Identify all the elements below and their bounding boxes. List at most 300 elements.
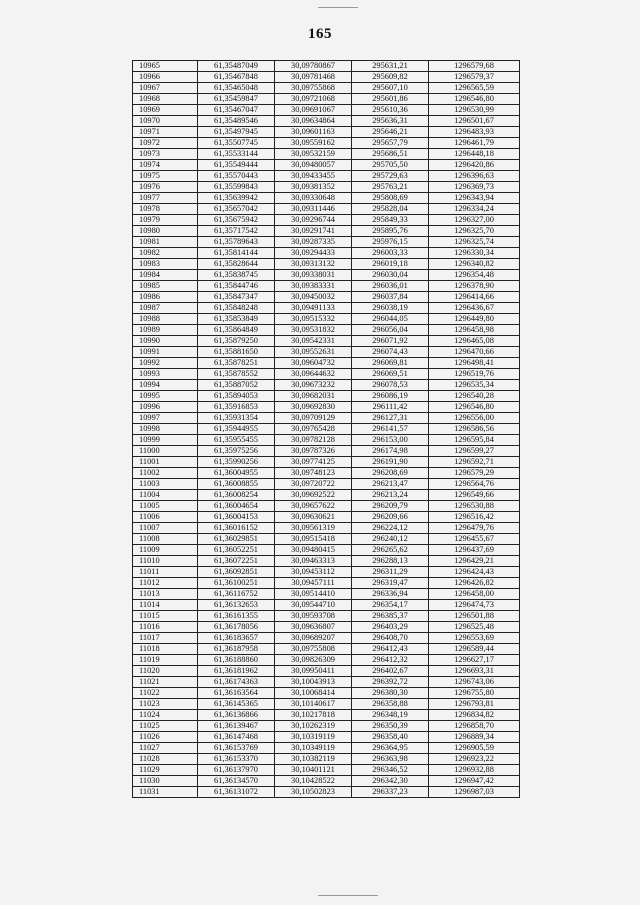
longitude-cell: 30,09765428 — [275, 424, 352, 435]
y-coordinate-cell: 1296579,29 — [429, 468, 520, 479]
x-coordinate-cell: 295808,69 — [352, 193, 429, 204]
point-number-cell: 10973 — [133, 149, 198, 160]
table-row — [133, 787, 520, 798]
longitude-cell: 30,09532159 — [275, 149, 352, 160]
table-row — [133, 556, 520, 567]
x-coordinate-cell: 296412,43 — [352, 644, 429, 655]
y-coordinate-cell: 1296455,67 — [429, 534, 520, 545]
table-row — [133, 567, 520, 578]
longitude-cell: 30,10428522 — [275, 776, 352, 787]
point-number-cell: 10987 — [133, 303, 198, 314]
x-coordinate-cell: 296265,62 — [352, 545, 429, 556]
table-row — [133, 105, 520, 116]
y-coordinate-cell: 1296589,44 — [429, 644, 520, 655]
longitude-cell: 30,09287335 — [275, 237, 352, 248]
x-coordinate-cell: 296078,53 — [352, 380, 429, 391]
longitude-cell: 30,09291741 — [275, 226, 352, 237]
longitude-cell: 30,09453112 — [275, 567, 352, 578]
table-row — [133, 710, 520, 721]
longitude-cell: 30,09601163 — [275, 127, 352, 138]
x-coordinate-cell: 296342,30 — [352, 776, 429, 787]
table-row — [133, 644, 520, 655]
longitude-cell: 30,09515418 — [275, 534, 352, 545]
latitude-cell: 61,36132653 — [198, 600, 275, 611]
x-coordinate-cell: 296408,70 — [352, 633, 429, 644]
point-number-cell: 10999 — [133, 435, 198, 446]
point-number-cell: 10976 — [133, 182, 198, 193]
x-coordinate-cell: 295657,79 — [352, 138, 429, 149]
y-coordinate-cell: 1296530,88 — [429, 501, 520, 512]
latitude-cell: 61,35639942 — [198, 193, 275, 204]
latitude-cell: 61,36052251 — [198, 545, 275, 556]
longitude-cell: 30,09644632 — [275, 369, 352, 380]
latitude-cell: 61,35467848 — [198, 72, 275, 83]
y-coordinate-cell: 1296595,84 — [429, 435, 520, 446]
longitude-cell: 30,09383331 — [275, 281, 352, 292]
y-coordinate-cell: 1296325,74 — [429, 237, 520, 248]
latitude-cell: 61,35916853 — [198, 402, 275, 413]
longitude-cell: 30,09593708 — [275, 611, 352, 622]
y-coordinate-cell: 1296458,98 — [429, 325, 520, 336]
longitude-cell: 30,09720722 — [275, 479, 352, 490]
y-coordinate-cell: 1296556,00 — [429, 413, 520, 424]
table-row — [133, 369, 520, 380]
table-row — [133, 149, 520, 160]
latitude-cell: 61,36145365 — [198, 699, 275, 710]
latitude-cell: 61,35465048 — [198, 83, 275, 94]
y-coordinate-cell: 1296483,93 — [429, 127, 520, 138]
x-coordinate-cell: 296346,52 — [352, 765, 429, 776]
point-number-cell: 10974 — [133, 160, 198, 171]
longitude-cell: 30,09480415 — [275, 545, 352, 556]
longitude-cell: 30,09561319 — [275, 523, 352, 534]
latitude-cell: 61,36178056 — [198, 622, 275, 633]
longitude-cell: 30,09604732 — [275, 358, 352, 369]
latitude-cell: 61,35507745 — [198, 138, 275, 149]
x-coordinate-cell: 295849,33 — [352, 215, 429, 226]
latitude-cell: 61,35944955 — [198, 424, 275, 435]
table-row — [133, 380, 520, 391]
longitude-cell: 30,09673232 — [275, 380, 352, 391]
longitude-cell: 30,10140617 — [275, 699, 352, 710]
x-coordinate-cell: 295646,21 — [352, 127, 429, 138]
x-coordinate-cell: 296380,30 — [352, 688, 429, 699]
latitude-cell: 61,36008855 — [198, 479, 275, 490]
x-coordinate-cell: 296127,31 — [352, 413, 429, 424]
table-row — [133, 776, 520, 787]
longitude-cell: 30,09515332 — [275, 314, 352, 325]
longitude-cell: 30,09634864 — [275, 116, 352, 127]
table-row — [133, 171, 520, 182]
x-coordinate-cell: 296319,47 — [352, 578, 429, 589]
latitude-cell: 61,36147468 — [198, 732, 275, 743]
x-coordinate-cell: 296336,94 — [352, 589, 429, 600]
x-coordinate-cell: 296071,92 — [352, 336, 429, 347]
longitude-cell: 30,09338031 — [275, 270, 352, 281]
longitude-cell: 30,09748123 — [275, 468, 352, 479]
latitude-cell: 61,36100251 — [198, 578, 275, 589]
y-coordinate-cell: 1296586,56 — [429, 424, 520, 435]
latitude-cell: 61,35489546 — [198, 116, 275, 127]
table-row — [133, 336, 520, 347]
longitude-cell: 30,09691067 — [275, 105, 352, 116]
latitude-cell: 61,36161355 — [198, 611, 275, 622]
y-coordinate-cell: 1296470,66 — [429, 347, 520, 358]
table-row — [133, 424, 520, 435]
point-number-cell: 11019 — [133, 655, 198, 666]
latitude-cell: 61,36139467 — [198, 721, 275, 732]
point-number-cell: 11002 — [133, 468, 198, 479]
point-number-cell: 11027 — [133, 743, 198, 754]
x-coordinate-cell: 295729,63 — [352, 171, 429, 182]
point-number-cell: 11031 — [133, 787, 198, 798]
y-coordinate-cell: 1296519,76 — [429, 369, 520, 380]
point-number-cell: 10972 — [133, 138, 198, 149]
table-row — [133, 61, 520, 72]
longitude-cell: 30,09450032 — [275, 292, 352, 303]
latitude-cell: 61,35497945 — [198, 127, 275, 138]
x-coordinate-cell: 295705,50 — [352, 160, 429, 171]
latitude-cell: 61,36188860 — [198, 655, 275, 666]
point-number-cell: 10965 — [133, 61, 198, 72]
point-number-cell: 11008 — [133, 534, 198, 545]
point-number-cell: 11013 — [133, 589, 198, 600]
x-coordinate-cell: 295601,86 — [352, 94, 429, 105]
x-coordinate-cell: 296354,17 — [352, 600, 429, 611]
x-coordinate-cell: 295976,15 — [352, 237, 429, 248]
table-row — [133, 248, 520, 259]
table-row — [133, 204, 520, 215]
x-coordinate-cell: 296069,81 — [352, 358, 429, 369]
y-coordinate-cell: 1296426,82 — [429, 578, 520, 589]
y-coordinate-cell: 1296498,41 — [429, 358, 520, 369]
y-coordinate-cell: 1296449,80 — [429, 314, 520, 325]
table-row — [133, 160, 520, 171]
point-number-cell: 11001 — [133, 457, 198, 468]
y-coordinate-cell: 1296947,42 — [429, 776, 520, 787]
x-coordinate-cell: 296364,95 — [352, 743, 429, 754]
point-number-cell: 11029 — [133, 765, 198, 776]
table-row — [133, 435, 520, 446]
x-coordinate-cell: 296288,13 — [352, 556, 429, 567]
x-coordinate-cell: 296213,47 — [352, 479, 429, 490]
y-coordinate-cell: 1296330,34 — [429, 248, 520, 259]
table-row — [133, 303, 520, 314]
longitude-cell: 30,09787326 — [275, 446, 352, 457]
table-row — [133, 479, 520, 490]
point-number-cell: 11003 — [133, 479, 198, 490]
longitude-cell: 30,09636807 — [275, 622, 352, 633]
x-coordinate-cell: 295631,21 — [352, 61, 429, 72]
y-coordinate-cell: 1296465,08 — [429, 336, 520, 347]
point-number-cell: 11010 — [133, 556, 198, 567]
x-coordinate-cell: 296174,98 — [352, 446, 429, 457]
x-coordinate-cell: 296044,05 — [352, 314, 429, 325]
table-row — [133, 116, 520, 127]
latitude-cell: 61,35894053 — [198, 391, 275, 402]
y-coordinate-cell: 1296334,24 — [429, 204, 520, 215]
point-number-cell: 10992 — [133, 358, 198, 369]
longitude-cell: 30,10262319 — [275, 721, 352, 732]
point-number-cell: 10971 — [133, 127, 198, 138]
x-coordinate-cell: 295607,10 — [352, 83, 429, 94]
longitude-cell: 30,09296744 — [275, 215, 352, 226]
point-number-cell: 11022 — [133, 688, 198, 699]
y-coordinate-cell: 1296327,00 — [429, 215, 520, 226]
x-coordinate-cell: 296311,29 — [352, 567, 429, 578]
y-coordinate-cell: 1296579,68 — [429, 61, 520, 72]
point-number-cell: 10980 — [133, 226, 198, 237]
y-coordinate-cell: 1296369,73 — [429, 182, 520, 193]
table-row — [133, 270, 520, 281]
point-number-cell: 10998 — [133, 424, 198, 435]
x-coordinate-cell: 296348,19 — [352, 710, 429, 721]
latitude-cell: 61,35931354 — [198, 413, 275, 424]
y-coordinate-cell: 1296396,63 — [429, 171, 520, 182]
longitude-cell: 30,10502823 — [275, 787, 352, 798]
latitude-cell: 61,35533144 — [198, 149, 275, 160]
scan-edge-line — [318, 7, 358, 8]
longitude-cell: 30,10401121 — [275, 765, 352, 776]
point-number-cell: 10991 — [133, 347, 198, 358]
point-number-cell: 11025 — [133, 721, 198, 732]
y-coordinate-cell: 1296540,28 — [429, 391, 520, 402]
longitude-cell: 30,10382119 — [275, 754, 352, 765]
y-coordinate-cell: 1296564,76 — [429, 479, 520, 490]
point-number-cell: 10989 — [133, 325, 198, 336]
latitude-cell: 61,35864849 — [198, 325, 275, 336]
point-number-cell: 10966 — [133, 72, 198, 83]
x-coordinate-cell: 296153,00 — [352, 435, 429, 446]
longitude-cell: 30,10349119 — [275, 743, 352, 754]
point-number-cell: 11028 — [133, 754, 198, 765]
y-coordinate-cell: 1296987,03 — [429, 787, 520, 798]
y-coordinate-cell: 1296461,79 — [429, 138, 520, 149]
point-number-cell: 11023 — [133, 699, 198, 710]
longitude-cell: 30,10319119 — [275, 732, 352, 743]
table-row — [133, 292, 520, 303]
y-coordinate-cell: 1296889,34 — [429, 732, 520, 743]
table-row — [133, 501, 520, 512]
x-coordinate-cell: 296350,39 — [352, 721, 429, 732]
y-coordinate-cell: 1296793,81 — [429, 699, 520, 710]
longitude-cell: 30,09692522 — [275, 490, 352, 501]
point-number-cell: 11021 — [133, 677, 198, 688]
latitude-cell: 61,35828644 — [198, 259, 275, 270]
latitude-cell: 61,36016152 — [198, 523, 275, 534]
latitude-cell: 61,36029851 — [198, 534, 275, 545]
point-number-cell: 10981 — [133, 237, 198, 248]
x-coordinate-cell: 295610,36 — [352, 105, 429, 116]
table-row — [133, 622, 520, 633]
latitude-cell: 61,35789643 — [198, 237, 275, 248]
longitude-cell: 30,09480057 — [275, 160, 352, 171]
y-coordinate-cell: 1296429,21 — [429, 556, 520, 567]
longitude-cell: 30,09755868 — [275, 83, 352, 94]
y-coordinate-cell: 1296546,80 — [429, 402, 520, 413]
x-coordinate-cell: 296337,23 — [352, 787, 429, 798]
point-number-cell: 11012 — [133, 578, 198, 589]
longitude-cell: 30,09826309 — [275, 655, 352, 666]
x-coordinate-cell: 296224,12 — [352, 523, 429, 534]
point-number-cell: 10969 — [133, 105, 198, 116]
table-row — [133, 666, 520, 677]
table-row — [133, 347, 520, 358]
y-coordinate-cell: 1296325,70 — [429, 226, 520, 237]
y-coordinate-cell: 1296354,48 — [429, 270, 520, 281]
latitude-cell: 61,35881650 — [198, 347, 275, 358]
longitude-cell: 30,09463313 — [275, 556, 352, 567]
latitude-cell: 61,36072251 — [198, 556, 275, 567]
page-number: 165 — [308, 26, 332, 42]
point-number-cell: 11017 — [133, 633, 198, 644]
point-number-cell: 10997 — [133, 413, 198, 424]
table-row — [133, 754, 520, 765]
longitude-cell: 30,09311446 — [275, 204, 352, 215]
table-row — [133, 523, 520, 534]
table-row — [133, 281, 520, 292]
x-coordinate-cell: 296036,01 — [352, 281, 429, 292]
latitude-cell: 61,36183657 — [198, 633, 275, 644]
table-row — [133, 446, 520, 457]
table-row — [133, 743, 520, 754]
latitude-cell: 61,35657042 — [198, 204, 275, 215]
latitude-cell: 61,36174363 — [198, 677, 275, 688]
table-row — [133, 490, 520, 501]
table-row — [133, 325, 520, 336]
latitude-cell: 61,35675942 — [198, 215, 275, 226]
point-number-cell: 11024 — [133, 710, 198, 721]
x-coordinate-cell: 296240,12 — [352, 534, 429, 545]
table-row — [133, 655, 520, 666]
table-row — [133, 138, 520, 149]
x-coordinate-cell: 296392,72 — [352, 677, 429, 688]
y-coordinate-cell: 1296592,71 — [429, 457, 520, 468]
table-row — [133, 193, 520, 204]
table-row — [133, 677, 520, 688]
point-number-cell: 10968 — [133, 94, 198, 105]
table-row — [133, 534, 520, 545]
point-number-cell: 10977 — [133, 193, 198, 204]
table-row — [133, 765, 520, 776]
latitude-cell: 61,35599843 — [198, 182, 275, 193]
coordinates-table — [132, 60, 520, 798]
x-coordinate-cell: 296213,24 — [352, 490, 429, 501]
table-row — [133, 259, 520, 270]
latitude-cell: 61,36187958 — [198, 644, 275, 655]
table-row — [133, 699, 520, 710]
longitude-cell: 30,09630621 — [275, 512, 352, 523]
table-row — [133, 237, 520, 248]
longitude-cell: 30,09381352 — [275, 182, 352, 193]
longitude-cell: 30,10068414 — [275, 688, 352, 699]
latitude-cell: 61,35853849 — [198, 314, 275, 325]
longitude-cell: 30,09755808 — [275, 644, 352, 655]
point-number-cell: 10986 — [133, 292, 198, 303]
latitude-cell: 61,36092851 — [198, 567, 275, 578]
x-coordinate-cell: 296403,29 — [352, 622, 429, 633]
latitude-cell: 61,36131072 — [198, 787, 275, 798]
longitude-cell: 30,09781468 — [275, 72, 352, 83]
x-coordinate-cell: 296402,67 — [352, 666, 429, 677]
y-coordinate-cell: 1296579,37 — [429, 72, 520, 83]
point-number-cell: 10978 — [133, 204, 198, 215]
y-coordinate-cell: 1296553,69 — [429, 633, 520, 644]
point-number-cell: 11009 — [133, 545, 198, 556]
y-coordinate-cell: 1296525,48 — [429, 622, 520, 633]
y-coordinate-cell: 1296424,43 — [429, 567, 520, 578]
longitude-cell: 30,09457111 — [275, 578, 352, 589]
y-coordinate-cell: 1296743,06 — [429, 677, 520, 688]
x-coordinate-cell: 295828,04 — [352, 204, 429, 215]
longitude-cell: 30,09433455 — [275, 171, 352, 182]
x-coordinate-cell: 296037,84 — [352, 292, 429, 303]
latitude-cell: 61,36004654 — [198, 501, 275, 512]
table-row — [133, 314, 520, 325]
y-coordinate-cell: 1296474,73 — [429, 600, 520, 611]
latitude-cell: 61,35878251 — [198, 358, 275, 369]
table-row — [133, 545, 520, 556]
latitude-cell: 61,35848248 — [198, 303, 275, 314]
y-coordinate-cell: 1296858,70 — [429, 721, 520, 732]
table-row — [133, 215, 520, 226]
y-coordinate-cell: 1296627,17 — [429, 655, 520, 666]
latitude-cell: 61,36004955 — [198, 468, 275, 479]
longitude-cell: 30,09552631 — [275, 347, 352, 358]
point-number-cell: 10967 — [133, 83, 198, 94]
table-row — [133, 182, 520, 193]
point-number-cell: 10993 — [133, 369, 198, 380]
y-coordinate-cell: 1296546,80 — [429, 94, 520, 105]
longitude-cell: 30,09514410 — [275, 589, 352, 600]
latitude-cell: 61,35717542 — [198, 226, 275, 237]
latitude-cell: 61,36116752 — [198, 589, 275, 600]
table-row — [133, 83, 520, 94]
y-coordinate-cell: 1296932,88 — [429, 765, 520, 776]
longitude-cell: 30,09491133 — [275, 303, 352, 314]
latitude-cell: 61,36153370 — [198, 754, 275, 765]
longitude-cell: 30,10217818 — [275, 710, 352, 721]
latitude-cell: 61,35955455 — [198, 435, 275, 446]
x-coordinate-cell: 296019,18 — [352, 259, 429, 270]
point-number-cell: 10988 — [133, 314, 198, 325]
point-number-cell: 10982 — [133, 248, 198, 259]
table-row — [133, 226, 520, 237]
y-coordinate-cell: 1296501,88 — [429, 611, 520, 622]
longitude-cell: 30,09774125 — [275, 457, 352, 468]
x-coordinate-cell: 295609,82 — [352, 72, 429, 83]
table-row — [133, 578, 520, 589]
table-row — [133, 633, 520, 644]
table-row — [133, 457, 520, 468]
latitude-cell: 61,35814144 — [198, 248, 275, 259]
y-coordinate-cell: 1296755,80 — [429, 688, 520, 699]
point-number-cell: 10990 — [133, 336, 198, 347]
x-coordinate-cell: 296209,66 — [352, 512, 429, 523]
latitude-cell: 61,35887052 — [198, 380, 275, 391]
table-row — [133, 402, 520, 413]
x-coordinate-cell: 296141,57 — [352, 424, 429, 435]
point-number-cell: 11018 — [133, 644, 198, 655]
latitude-cell: 61,35487049 — [198, 61, 275, 72]
table-row — [133, 72, 520, 83]
x-coordinate-cell: 295895,76 — [352, 226, 429, 237]
table-row — [133, 732, 520, 743]
table-row — [133, 413, 520, 424]
latitude-cell: 61,36008254 — [198, 490, 275, 501]
longitude-cell: 30,09782128 — [275, 435, 352, 446]
point-number-cell: 11007 — [133, 523, 198, 534]
